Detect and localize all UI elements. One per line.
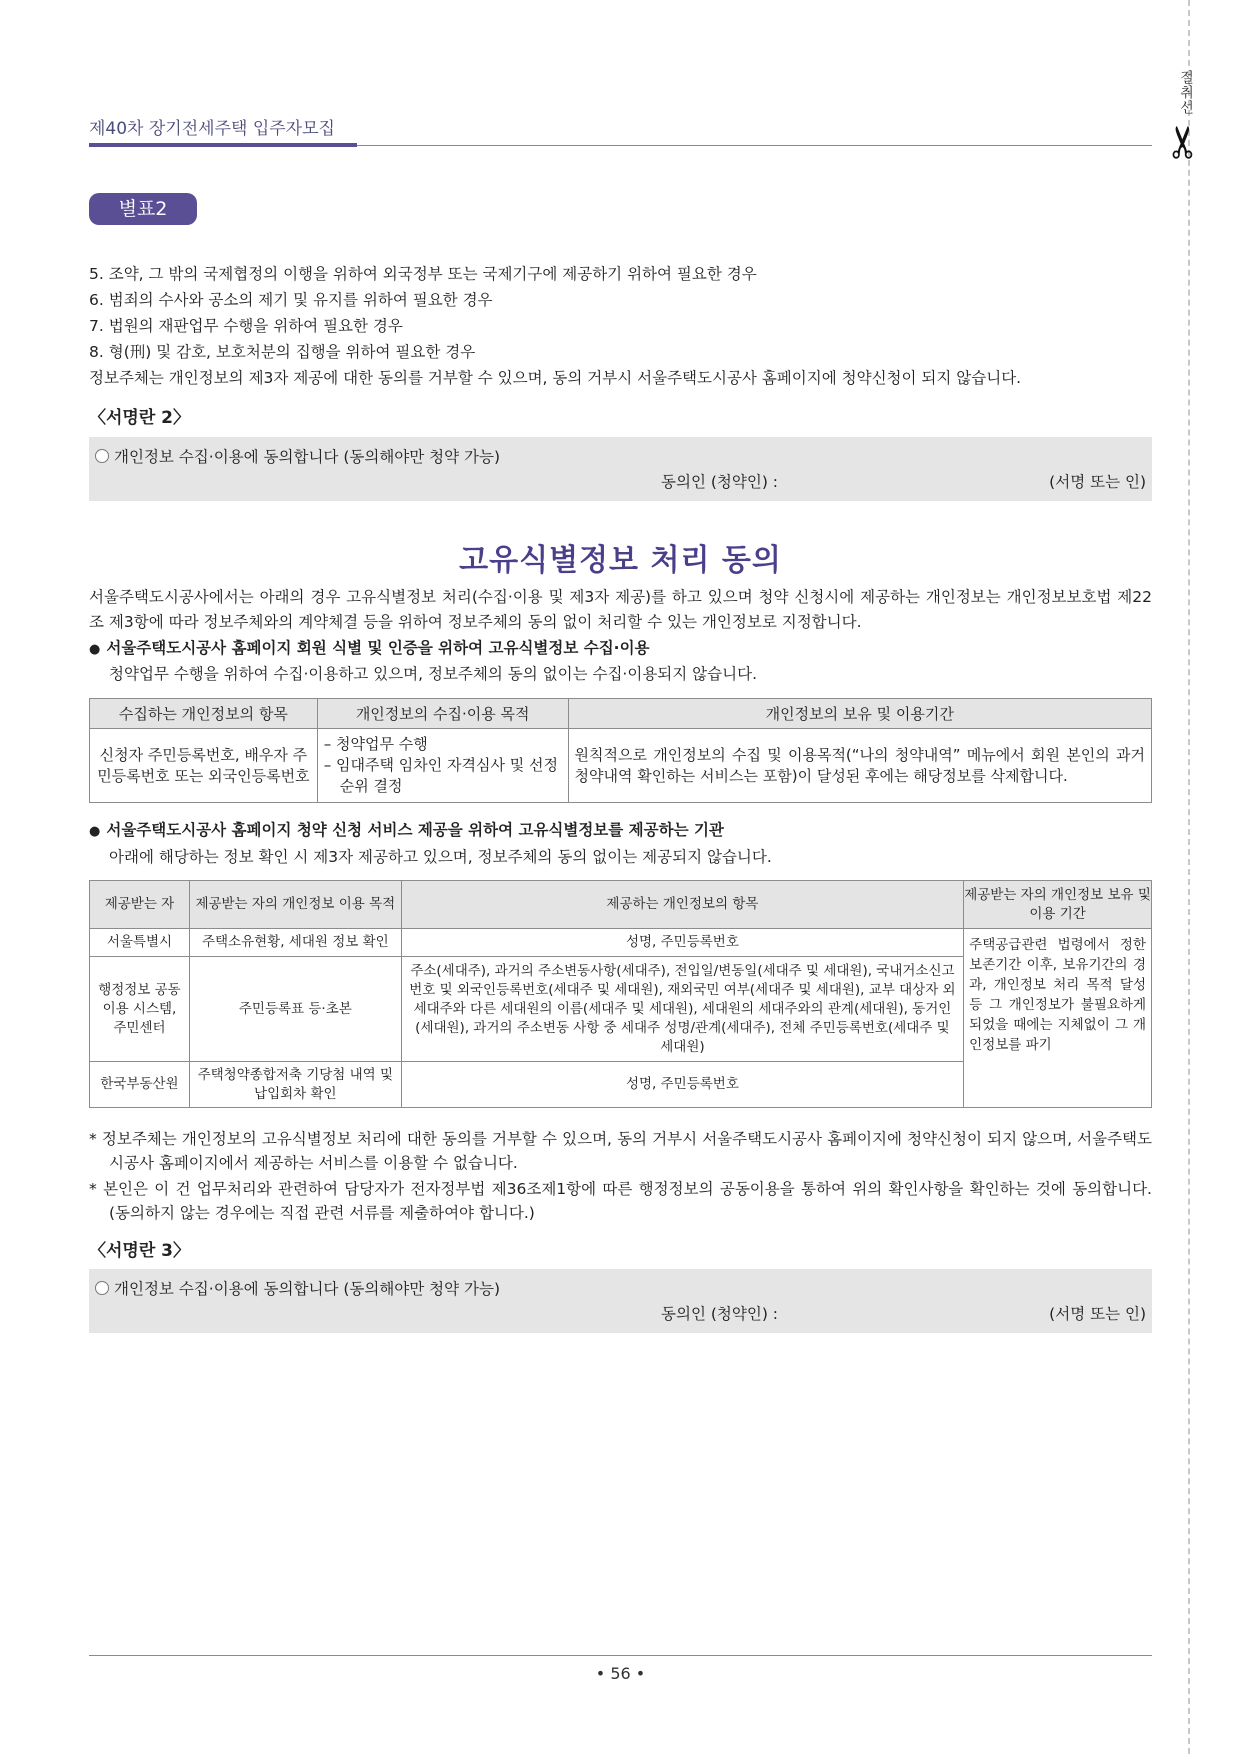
table2-purpose-cell: 주택청약종합저축 기당첨 내역 및 납입회차 확인 [189,1062,401,1108]
scissors-icon: ✂ [1158,123,1210,161]
section-title: 고유식별정보 처리 동의 [459,543,782,578]
signature-mark-3: (서명 또는 인) [1049,1305,1146,1323]
intro-line-6: 6. 범죄의 수사와 공소의 제기 및 유지를 위하여 필요한 경우 [89,291,493,309]
table2-purpose-cell: 주민등록표 등·초본 [189,957,401,1062]
section-intro: 서울주택도시공사에서는 아래의 경우 고유식별정보 처리(수집·이용 및 제3자 제공)를 하고 있으며 청약 신청시에 제공하는 개인정보는 개인정보보호법 제22조 제3항에 따라 정보주체와의 계약체결 등을 위하여 정보주체의 동의 없이 처리할 수 있는 개인정보로 지정합니다. [89,588,1152,631]
table2-items-cell: 주소(세대주), 과거의 주소변동사항(세대주), 전입일/변동일(세대주 및 세대원), 국내거소신고번호 및 외국인등록번호(세대주 및 세대원), 재외국민 여부(세대주 및 세대원), 교부 대상자 외 세대주와 다른 세대원의 이름(세대주 및 세대원), 세대원의 세대주와의 관계(세대원), 동거인(세대원), 과거의 주소변동 사항 중 세대주 성명/관계(세대주), 전체 주민등록번호(세대주 및 세대원) [401,957,963,1062]
header-accent-bar [89,143,357,147]
table1-purpose-cell [317,729,568,803]
table2-header-items: 제공하는 개인정보의 항목 [401,881,963,929]
intro-line-5: 5. 조약, 그 밖의 국제협정의 이행을 위하여 외국정부 또는 국제기구에 제공하기 위하여 필요한 경우 [89,265,757,283]
bullet-1-heading: ● 서울주택도시공사 홈페이지 회원 식별 및 인증을 위하여 고유식별정보 수집·이용 [89,636,650,658]
table2-header-recipient: 제공받는 자 [90,881,190,929]
bullet-2-description: 아래에 해당하는 정보 확인 시 제3자 제공하고 있으며, 정보주체의 동의 없이는 제공되지 않습니다. [109,848,772,866]
table2-items-cell: 성명, 주민등록번호 [401,1062,963,1108]
table2-header-purpose: 제공받는 자의 개인정보 이용 목적 [189,881,401,929]
table1-header-items: 수집하는 개인정보의 항목 [90,699,318,729]
bullet-2-heading: ● 서울주택도시공사 홈페이지 청약 신청 서비스 제공을 위하여 고유식별정보를 제공하는 기관 [89,818,724,840]
signature-mark-2: (서명 또는 인) [1049,473,1146,491]
table2-purpose-cell: 주택소유현황, 세대원 정보 확인 [189,929,401,957]
table-row [90,729,1152,803]
consent-checkbox-2[interactable] [95,445,500,467]
consent-label-3: 개인정보 수집·이용에 동의합니다 (동의해야만 청약 가능) [114,1280,501,1298]
table1-purpose-line-1: – 청약업무 수행 [323,735,428,753]
table2-items-cell: 성명, 주민등록번호 [401,929,963,957]
intro-line-8: 8. 형(刑) 및 감호, 보호처분의 집행을 위하여 필요한 경우 [89,343,476,361]
intro-line-7: 7. 법원의 재판업무 수행을 위하여 필요한 경우 [89,317,403,335]
table1-header-period: 개인정보의 보유 및 이용기간 [568,699,1151,729]
consent-checkbox-3[interactable] [95,1277,500,1299]
radio-circle-icon[interactable] [95,1281,109,1295]
table2-header-period: 제공받는 자의 개인정보 보유 및 이용 기간 [964,881,1152,929]
table1-items-cell: 신청자 주민등록번호, 배우자 주민등록번호 또는 외국인등록번호 [90,729,318,803]
signer-label-2: 동의인 (청약인) : [661,473,779,491]
cut-line-label: 절취선 [1178,70,1194,115]
bullet-1-description: 청약업무 수행을 위하여 수집·이용하고 있으며, 정보주체의 동의 없이는 수집·이용되지 않습니다. [109,665,758,683]
table-row [90,929,1152,957]
consent-label-2: 개인정보 수집·이용에 동의합니다 (동의해야만 청약 가능) [114,448,501,466]
appendix-badge: 별표2 [89,193,197,225]
signature-box-3 [89,1269,1152,1333]
radio-circle-icon[interactable] [95,449,109,463]
page-number: • 56 • [595,1664,646,1683]
consent-refusal-note: 정보주체는 개인정보의 제3자 제공에 대한 동의를 거부할 수 있으며, 동의 거부시 서울주택도시공사 홈페이지에 청약신청이 되지 않습니다. [89,369,1022,387]
document-header-title: 제40차 장기전세주택 입주자모집 [89,119,335,139]
signature-section-2-heading: 〈서명란 2〉 [89,408,191,428]
collection-table [89,698,1152,803]
signature-box-2 [89,437,1152,501]
note-shared-use: * 본인은 이 건 업무처리와 관련하여 담당자가 전자정부법 제36조제1항에 따른 행정정보의 공동이용을 통하여 위의 확인사항을 확인하는 것에 동의합니다. (동의하지 않는 경우에는 직접 관련 서류를 제출하여야 합니다.) [89,1180,1152,1222]
table1-purpose-line-2: – 임대주택 임차인 자격심사 및 선정순위 결정 [323,756,558,795]
table1-period-cell: 원칙적으로 개인정보의 수집 및 이용목적(“나의 청약내역” 메뉴에서 회원 본인의 과거 청약내역 확인하는 서비스는 포함)이 달성된 후에는 해당정보를 삭제합니다. [568,729,1151,803]
table2-recipient-cell: 한국부동산원 [90,1062,190,1108]
table2-period-cell: 주택공급관련 법령에서 정한 보존기간 이후, 보유기간의 경과, 개인정보 처리 목적 달성 등 그 개인정보가 불필요하게 되었을 때에는 지체없이 그 개인정보를 파기 [964,929,1152,1108]
signer-label-3: 동의인 (청약인) : [661,1305,779,1323]
footer-divider [89,1655,1152,1656]
signature-section-3-heading: 〈서명란 3〉 [89,1241,191,1261]
table1-header-purpose: 개인정보의 수집·이용 목적 [317,699,568,729]
cut-line [1188,0,1190,1754]
provision-table [89,880,1152,1108]
note-refusal: * 정보주체는 개인정보의 고유식별정보 처리에 대한 동의를 거부할 수 있으며, 동의 거부시 서울주택도시공사 홈페이지에 청약신청이 되지 않으며, 서울주택도시공사 홈페이지에서 제공하는 서비스를 이용할 수 없습니다. [89,1130,1152,1172]
table2-recipient-cell: 서울특별시 [90,929,190,957]
table2-recipient-cell: 행정정보 공동이용 시스템, 주민센터 [90,957,190,1062]
